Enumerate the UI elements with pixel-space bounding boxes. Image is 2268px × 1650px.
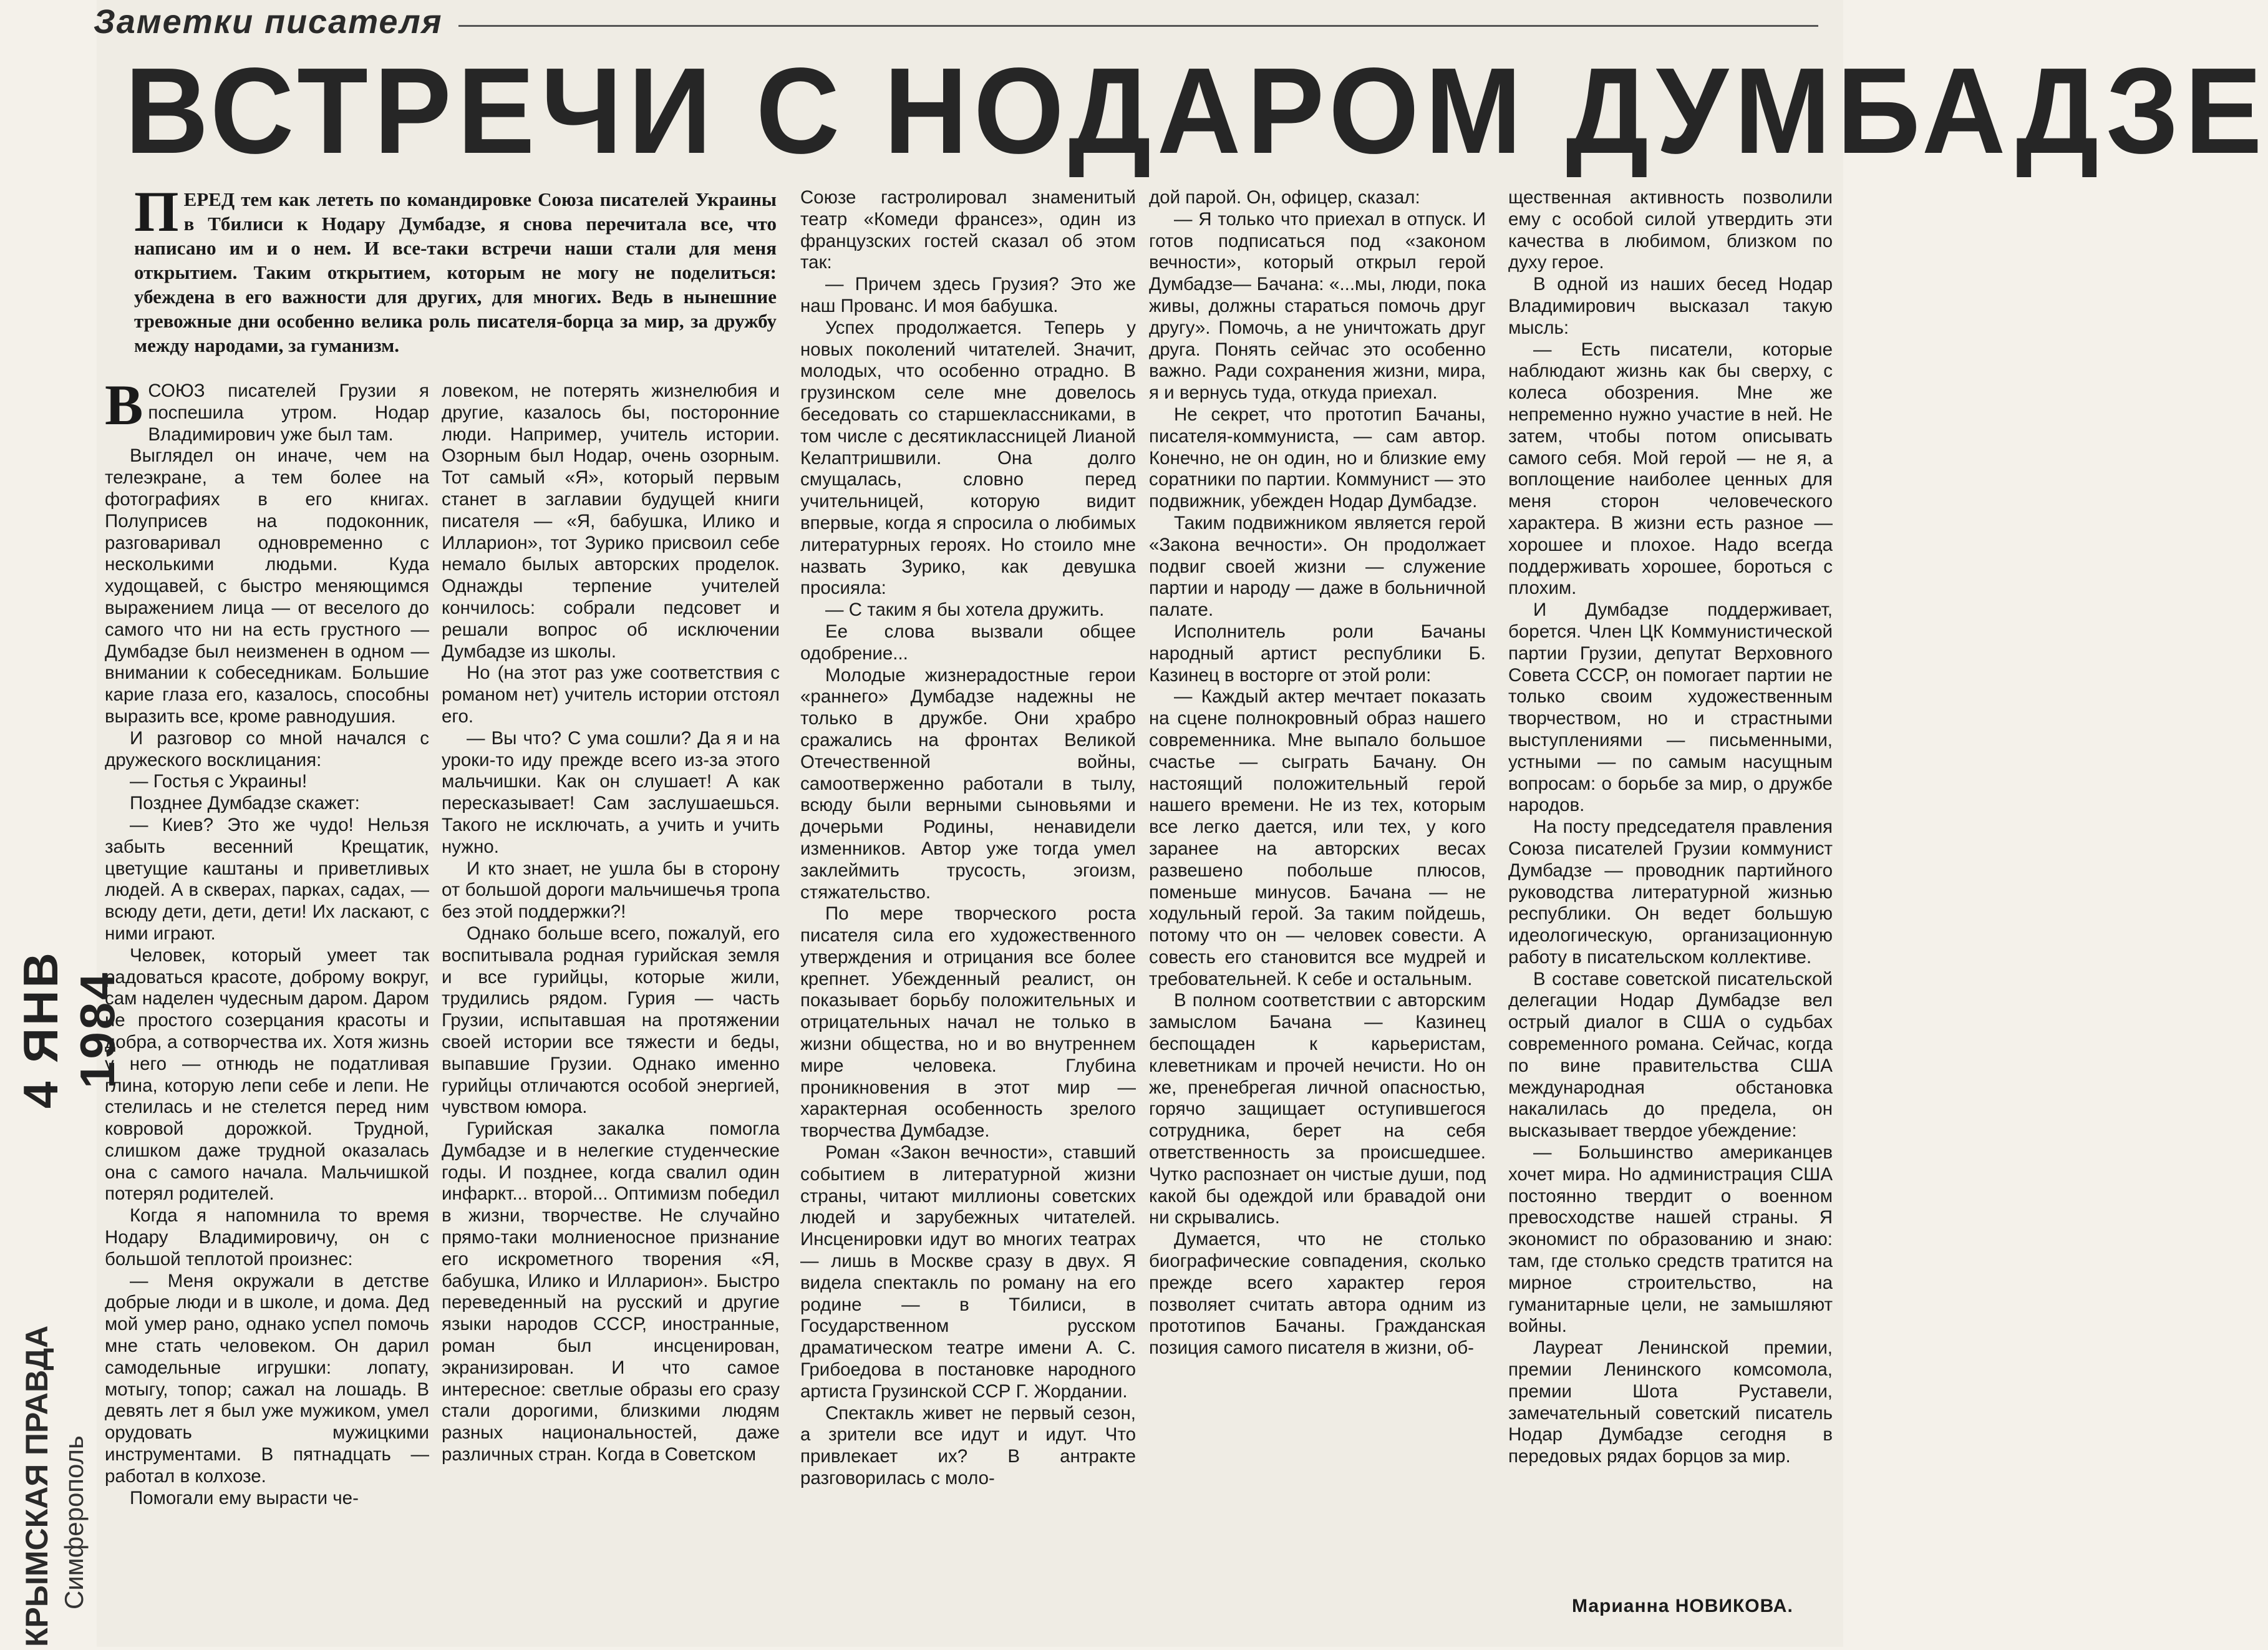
paragraph: В составе советской писательской делегации Нодар Думбадзе вел острый диалог в США о судьбах современного романа. Сейчас, когда по вине правительства США международная обстановка накалилась до предела, он высказывает твердое убеждение: bbox=[1508, 968, 1833, 1142]
paragraph: Но (на этот раз уже соответствия с романом нет) учитель истории отстоял его. bbox=[442, 662, 780, 727]
paragraph: Выглядел он иначе, чем на телеэкране, а тем более на фотографиях в его книгах. Полуприсев на подоконник, разговаривал одновременно с несколькими людьми. Куда худощавей, с быстро меняющимся выражением лица — от веселого до самого что ни на есть грустного — Думбадзе был неизменен в одном — внимании к собеседникам. Большие карие глаза его, казалось, способны выразить все, кроме равнодушия. bbox=[105, 445, 429, 727]
lead-text: ЕРЕД тем как лететь по командировке Союза писателей Украины в Тбилиси к Нодару Думбадзе, я снова перечитала все, что написано им и о нем. И все-таки встречи наши стали для меня открытием. Таким открытием, которым не могу не поделиться: убеждена в его важности для других, для многих. Ведь в нынешние тревожные дни особенно велика роль писателя-борца за мир, за дружбу между народами, за гуманизм. bbox=[134, 188, 777, 356]
rubric-rule bbox=[458, 25, 1818, 27]
column-4 bbox=[1149, 187, 1486, 1631]
rubric-label: Заметки писателя bbox=[94, 3, 443, 41]
article-lead bbox=[134, 180, 777, 357]
lead-dropcap: П bbox=[134, 180, 179, 243]
column-3 bbox=[800, 187, 1136, 1631]
body-dropcap: В bbox=[105, 373, 143, 437]
stamp-city: Симферополь bbox=[59, 1435, 89, 1609]
paragraph: Ее слова вызвали общее одобрение... bbox=[800, 621, 1136, 664]
paragraph: И Думбадзе поддерживает, борется. Член ЦК Коммунистической партии Грузии, депутат Верховного Совета СССР, он помогает партии не только своим художественным творчеством, но и страстными выступлениями — письменными, устными — по самым насущным вопросам: о борьбе за мир, о дружбе народов. bbox=[1508, 599, 1833, 816]
paragraph: дой парой. Он, офицер, сказал: bbox=[1149, 187, 1420, 208]
paragraph: В полном соответствии с авторским замыслом Бачана — Казинец беспощаден к карьеристам, клеветникам и прочей нечисти. Но он же, пренебрегая личной опасностью, горячо защищает оступившегося сотрудника, берет на себя ответственность за происшедшее. Чутко распознает он чистые души, под какой бы одеждой или бравадой они ни скрывались. bbox=[1149, 990, 1486, 1228]
paragraph: ловеком, не потерять жизнелюбия и другие, казалось бы, посторонние люди. Например, учитель истории. Озорным был Нодар, очень озорным. Тот самый «Я», который первым станет в заглавии будущей книги писателя — «Я, бабушка, Илико и Илларион», тот Зурико присвоил себе немало былых авторских проделок. Однажды терпение учителей кончилось: собрали педсовет и решали вопрос об исключении Думбадзе из школы. bbox=[442, 381, 780, 662]
paragraph: Спектакль живет не первый сезон, а зрители все идут и идут. Что привлекает их? В антракте разговорилась с моло- bbox=[800, 1402, 1136, 1489]
paragraph: — Киев? Это же чудо! Нельзя забыть весенний Крещатик, цветущие каштаны и приветливых людей. А в скверах, парках, садах, — всюду дети, дети, дети! Их ласкают, с ними играют. bbox=[105, 814, 429, 944]
paragraph: На посту председателя правления Союза писателей Грузии коммунист Думбадзе — проводник партийного руководства литературной жизнью республики. Он ведет большую идеологическую, организационную работу в писательском коллективе. bbox=[1508, 817, 1833, 968]
paragraph: щественная активность позволили ему с особой силой утвердить эти качества в любимом, близком по духу герое. bbox=[1508, 187, 1833, 273]
paragraph: — Есть писатели, которые наблюдают жизнь как бы сверху, с колеса обозрения. Мне же непременно нужно участие в ней. Не затем, чтобы потом описывать самого себя. Мой герой — не я, а воплощение наиболее ценных для меня сторон человеческого характера. В жизни есть разное — хорошее и плохое. Надо всегда поддерживать хорошее, бороться с плохим. bbox=[1508, 339, 1833, 599]
paragraph: Исполнитель роли Бачаны народный артист республики Б. Казинец в восторге от этой роли: bbox=[1149, 621, 1486, 686]
paragraph: — Меня окружали в детстве добрые люди и в школе, и дома. Дед мой умер рано, однако успел помочь мне стать человеком. Он дарил самодельные игрушки: лопату, мотыгу, топор; сажал на лошадь. В девять лет я был уже мужиком, умел орудовать мужицкими инструментами. В пятнадцать — работал в колхозе. bbox=[105, 1270, 429, 1487]
column-5 bbox=[1508, 187, 1833, 1597]
paragraph: По мере творческого роста писателя сила его художественного утверждения и отрицания все более крепнет. Убежденный реалист, он показывает борьбу положительных и отрицательных начал не только в жизни общества, но и во внутреннем мире человека. Глубина проникновения в этот мир — характерная особенность зрелого творчества Думбадзе. bbox=[800, 903, 1136, 1142]
paragraph: И разговор со мной начался с дружеского восклицания: bbox=[105, 727, 429, 770]
paragraph: Когда я напомнила то время Нодару Владимировичу, он с большой теплотой произнес: bbox=[105, 1205, 429, 1269]
paragraph: — Гостья с Украины! bbox=[130, 771, 308, 792]
paragraph: — Вы что? С ума сошли? Да я и на уроки-то иду прежде всего из-за этого мальчишки. Как он слушает! А как пересказывает! Сам заслушаешься. Такого не исключать, а учить и учить нужно. bbox=[442, 727, 780, 857]
paragraph: Молодые жизнерадостные герои «раннего» Думбадзе надежны не только в дружбе. Они храбро сражались на фронтах Великой Отечественной войны, самоотверженно работали в тылу, всюду были верными сыновьями и дочерьми Родины, ненавидели изменников. Автор уже тогда умел заклеймить трусость, эгоизм, стяжательство. bbox=[800, 664, 1136, 903]
paragraph: Гурийская закалка помогла Думбадзе и в нелегкие студенческие годы. И позднее, когда свалил один инфаркт... второй... Оптимизм победил в жизни, творчестве. Не случайно прямо-таки молниеносное признание его искрометного творения «Я, бабушка, Илико и Илларион». Быстро переведенный на русский и другие языки народов СССР, иностранные, роман был инсценирован, экранизирован. И что самое интересное: светлые образы его сразу стали дорогими, близкими людям разных национальностей, даже различных стран. Когда в Советском bbox=[442, 1119, 780, 1465]
paragraph: Однако больше всего, пожалуй, его воспитывала родная гурийская земля и все гурийцы, которые жили, трудились рядом. Гурия — часть Грузии, испытавшая на протяжении своей истории все тяжести и беды, выпавшие Грузии. Однако именно гурийцы отличаются особой энергией, чувством юмора. bbox=[442, 923, 780, 1118]
article-headline: ВСТРЕЧИ С НОДАРОМ ДУМБАДЗЕ bbox=[125, 42, 2268, 179]
paragraph: Человек, который умеет так радоваться красоте, доброму вокруг, сам наделен чудесным даром. Даром не простого созерцания красоты и добра, а сотворчества их. Хотя жизнь у него — отнюдь не податливая глина, которую лепи себе и лепи. Не стелилась и не стелется перед ним ковровой дорожкой. Трудной, слишком даже трудной оказалась она с самого начала. Мальчишкой потерял родителей. bbox=[105, 944, 429, 1205]
paragraph: Позднее Думбадзе скажет: bbox=[130, 793, 360, 814]
paragraph: Не секрет, что прототип Бачаны, писателя-коммуниста, — сам автор. Конечно, не он один, но и близкие ему соратники по партии. Коммунист — это подвижник, убежден Нодар Думбадзе. bbox=[1149, 404, 1486, 512]
stamp-date: 4 ЯНВ 1984 bbox=[13, 950, 125, 1109]
paragraph: — С таким я бы хотела дружить. bbox=[825, 599, 1105, 621]
author-signature: Марианна НОВИКОВА. bbox=[1572, 1596, 1793, 1616]
paragraph: Думается, что не столько биографические совпадения, сколько прежде всего характер героя позволяет считать автора одним из прототипов Бачаны. Гражданская позиция самого писателя в жизни, об- bbox=[1149, 1229, 1486, 1359]
stamp-newspaper: КРЫМСКАЯ ПРАВДА bbox=[19, 1325, 54, 1647]
paragraph: Помогали ему вырасти че- bbox=[130, 1487, 359, 1508]
column-1 bbox=[105, 373, 429, 1631]
column-2 bbox=[442, 381, 780, 1631]
paragraph: — Большинство американцев хочет мира. Но администрация США постоянно твердит о военном превосходстве нашей страны. Я экономист по образованию и знаю: там, где столько средств тратится на мирное строительство, на гуманитарные цели, не замышляют войны. bbox=[1508, 1142, 1833, 1337]
paragraph: СОЮЗ писателей Грузии я поспешила утром. Нодар Владимирович уже был там. bbox=[148, 381, 429, 445]
paragraph: Лауреат Ленинской премии, премии Ленинского комсомола, премии Шота Руставели, замечательный советский писатель Нодар Думбадзе сегодня в передовых рядах борцов за мир. bbox=[1508, 1337, 1833, 1467]
paragraph: Роман «Закон вечности», ставший событием в литературной жизни страны, читают миллионы советских людей и зарубежных читателей. Инсценировки идут во многих театрах — лишь в Москве сразу в двух. Я видела спектакль по роману на его родине — в Тбилиси, в Государственном русском драматическом театре имени А. С. Грибоедова в постановке народного артиста Грузинской ССР Г. Жордании. bbox=[800, 1142, 1136, 1402]
paragraph: — Каждый актер мечтает показать на сцене полнокровный образ нашего современника. Мне выпало большое счастье — сыграть Бачану. Он настоящий положительный герой нашего времени. Не из тех, которым все легко дается, или тех, у кого заранее на авторских весах развешено побольше плюсов, поменьше минусов. Бачана — не ходульный герой. За таким пойдешь, потому что он — человек совести. А совесть его становится все мудрей и требовательней. К себе и остальным. bbox=[1149, 686, 1486, 989]
paragraph: — Я только что приехал в отпуск. И готов подписаться под «законом вечности», который открыл герой Думбадзе— Бачана: «...мы, люди, пока живы, должны стараться помочь друг другу». Помочь, а не уничтожать друг друга. Понять сейчас это особенно важно. Ради сохранения жизни, мира, я и вернусь туда, откуда приехал. bbox=[1149, 208, 1486, 404]
archive-stamp bbox=[0, 886, 125, 1650]
paragraph: Успех продолжается. Теперь у новых поколений читателей. Значит, молодых, что особенно отрадно. В грузинском селе мне довелось беседовать со старшеклассниками, в том числе с десятиклассницей Лианой Келаптришвили. Она долго смущалась, словно перед учительницей, которую видит впервые, когда я спросила о любимых литературных героях. Но стоило мне назвать Зурико, как девушка просияла: bbox=[800, 317, 1136, 599]
paragraph: Союзе гастролировал знаменитый театр «Комеди франсез», один из французских гостей сказал об этом так: bbox=[800, 187, 1136, 273]
paragraph: В одной из наших бесед Нодар Владимирович высказал такую мысль: bbox=[1508, 274, 1833, 338]
paragraph: И кто знает, не ушла бы в сторону от большой дороги мальчишечья тропа без этой поддержки?! bbox=[442, 858, 780, 923]
paragraph: Таким подвижником является герой «Закона вечности». Он продолжает подвиг своей жизни — служение партии и народу — даже в больничной палате. bbox=[1149, 512, 1486, 621]
paragraph: — Причем здесь Грузия? Это же наш Прованс. И моя бабушка. bbox=[800, 274, 1136, 316]
